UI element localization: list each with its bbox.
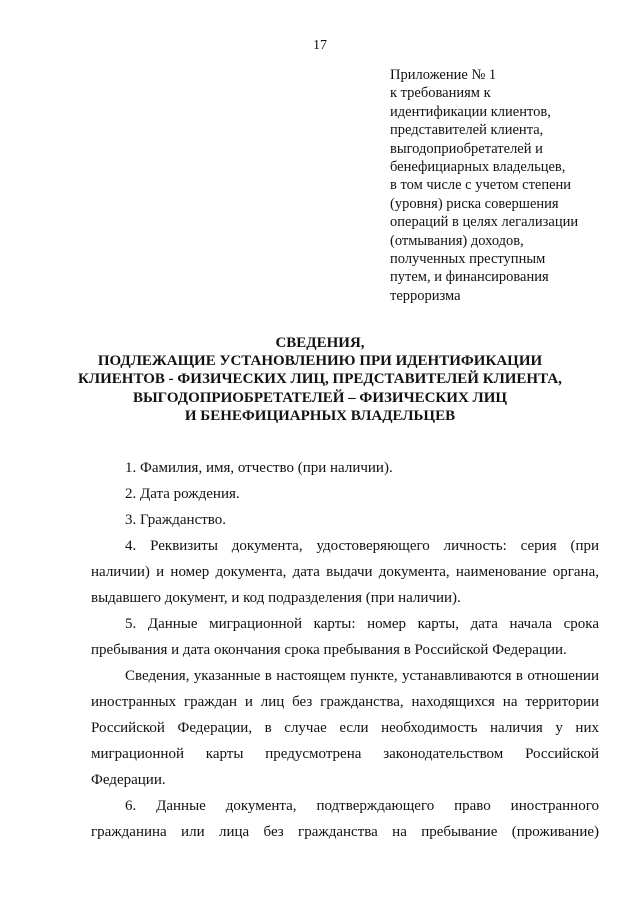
list-item-4-line-1: 4. Реквизиты документа, удостоверяющего личность: серия (при (125, 538, 599, 554)
document-body (91, 455, 599, 845)
appendix-line: идентификации клиентов, (390, 103, 551, 120)
list-item-4-line-2: наличии) и номер документа, дата выдачи документа, наименование органа, (91, 564, 599, 580)
list-item-5-line-1: 5. Данные миграционной карты: номер карты, дата начала срока (125, 616, 599, 632)
appendix-line: бенефициарных владельцев, (390, 159, 566, 176)
note-line-2: иностранных граждан и лиц без гражданства, находящихся на территории (91, 694, 599, 710)
appendix-line: Приложение № 1 (390, 67, 497, 83)
list-item-6-line-1: 6. Данные документа, подтверждающего право иностранного (125, 798, 599, 814)
appendix-line: (уровня) риска совершения (390, 195, 559, 212)
list-item-1: 1. Фамилия, имя, отчество (при наличии). (125, 460, 393, 476)
appendix-header (390, 66, 630, 305)
note-line-4: миграционной карты предусмотрена законодательством Российской (91, 746, 599, 762)
appendix-line: операций в целях легализации (390, 214, 579, 231)
list-item-5-line-2: пребывания и дата окончания срока пребывания в Российской Федерации. (91, 642, 567, 658)
list-item-3: 3. Гражданство. (125, 512, 227, 528)
appendix-line: выгодоприобретателей и (390, 140, 543, 157)
appendix-line: (отмывания) доходов, (390, 232, 524, 249)
appendix-line: полученных преступным (390, 251, 546, 268)
appendix-line: путем, и финансирования (390, 269, 549, 286)
title-line: ПОДЛЕЖАЩИЕ УСТАНОВЛЕНИЮ ПРИ ИДЕНТИФИКАЦИИ (97, 353, 543, 370)
document-title (0, 334, 640, 425)
title-line: СВЕДЕНИЯ, (275, 335, 365, 351)
appendix-line: к требованиям к (390, 85, 491, 102)
appendix-line: представителей клиента, (390, 122, 544, 139)
appendix-line: терроризма (390, 287, 461, 304)
list-item-6-line-2: гражданина или лица без гражданства на пребывание (проживание) (91, 824, 599, 840)
title-line: ВЫГОДОПРИОБРЕТАТЕЛЕЙ – ФИЗИЧЕСКИХ ЛИЦ (132, 389, 508, 406)
appendix-line: в том числе с учетом степени (390, 177, 572, 194)
note-line-3: Российской Федерации, в случае если необходимость наличия у них (91, 720, 599, 736)
title-line: И БЕНЕФИЦИАРНЫХ ВЛАДЕЛЬЦЕВ (184, 407, 456, 424)
note-line-5: Федерации. (91, 772, 166, 788)
list-item-4-line-3: выдавшего документ, и код подразделения (при наличии). (91, 590, 461, 606)
title-line: КЛИЕНТОВ - ФИЗИЧЕСКИХ ЛИЦ, ПРЕДСТАВИТЕЛЕЙ КЛИЕНТА, (78, 371, 562, 388)
list-item-2: 2. Дата рождения. (125, 486, 240, 502)
note-line-1: Сведения, указанные в настоящем пункте, устанавливаются в отношении (125, 668, 599, 684)
page-number: 17 (313, 38, 327, 53)
